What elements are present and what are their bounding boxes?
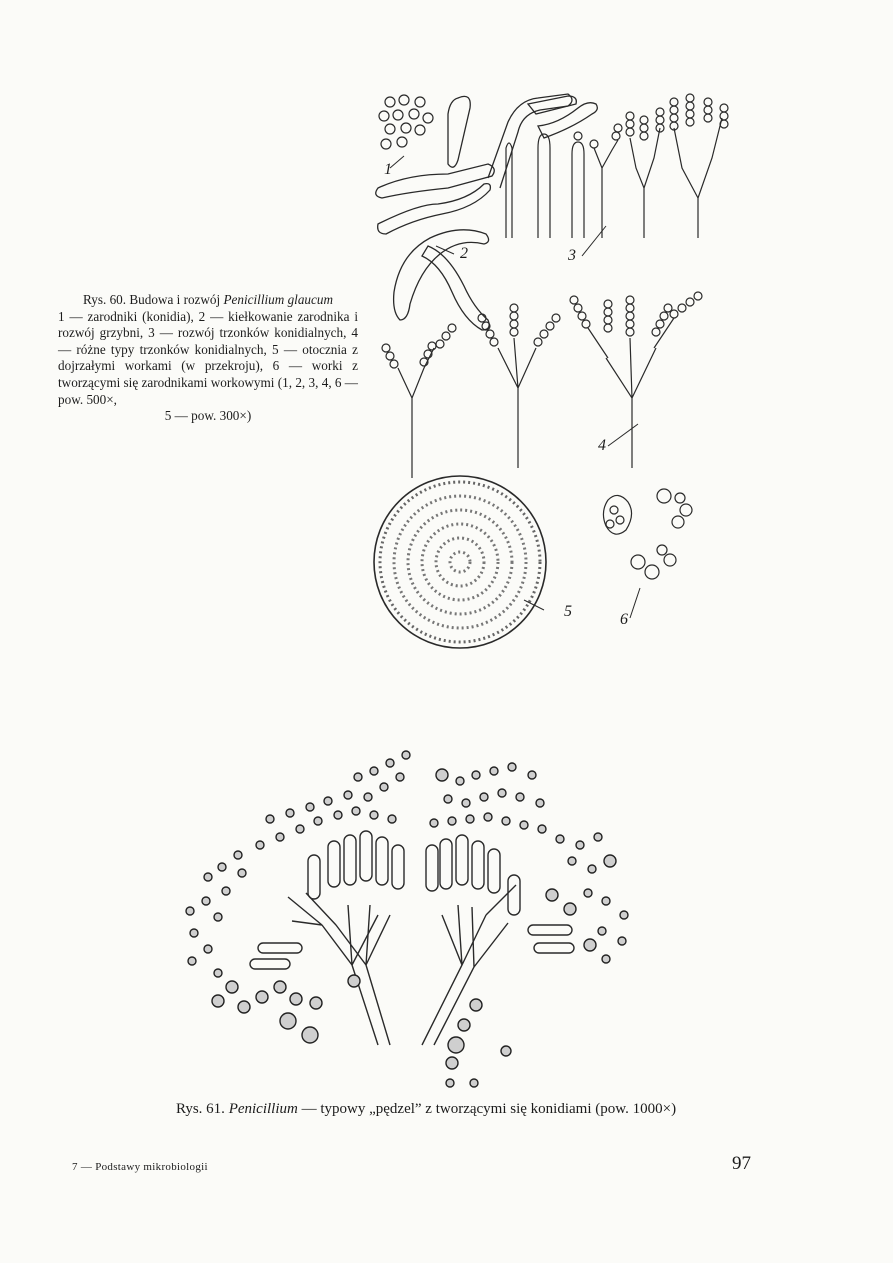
figure-60-label-5: 5 xyxy=(564,603,572,620)
figure-60-caption-text: 1 — zarodniki (konidia), 2 — kiełkowanie zarodnika i rozwój grzybni, 3 — rozwój trzonków konidialnych, 4 — różne typy trzonków konidialnych, 5 — otocznia z dojrzałymi workami (w przekroju), 6 — worki z tworzącymi się zarodnikami workowymi (1, 2, 3, 4, 6 — pow. 500×, xyxy=(58,308,358,407)
figure-60-species-name: Penicillium glaucum xyxy=(223,292,333,307)
figure-61-caption-text: — typowy „pędzel” z tworzącymi się konidiami (pow. 1000×) xyxy=(301,1101,677,1117)
germinating-hyphae xyxy=(376,94,598,330)
figure-61-illustration xyxy=(178,745,658,1095)
figure-60-label-6: 6 xyxy=(620,611,628,628)
left-penicillus xyxy=(250,831,404,1045)
conidiophore-types xyxy=(398,318,674,478)
asci-with-ascospores xyxy=(603,489,692,579)
perithecium-section xyxy=(374,476,546,648)
footer-book-title: 7 — Podstawy mikrobiologii xyxy=(72,1161,208,1173)
right-penicillus xyxy=(422,835,574,1045)
figure-60-label-3: 3 xyxy=(568,247,576,264)
conidiophore-stages xyxy=(506,118,722,238)
figure-60-caption xyxy=(58,292,358,425)
figure-60-caption-title: Rys. 60. Budowa i rozwój xyxy=(82,292,221,307)
figure-60-caption-last: 5 — pow. 300×) xyxy=(164,408,252,424)
figure-61-caption xyxy=(96,1100,756,1118)
figure-60-illustration xyxy=(368,88,740,660)
conidia-cluster xyxy=(379,95,433,149)
conidia-spray xyxy=(186,751,628,1087)
figure-60-label-2: 2 xyxy=(460,245,468,262)
figure-61-genus-name: Penicillium xyxy=(228,1101,298,1117)
figure-60-label-1: 1 xyxy=(384,161,392,178)
conidia-chains-top xyxy=(626,94,728,140)
page-number: 97 xyxy=(732,1153,751,1174)
figure-61-caption-prefix: Rys. 61. xyxy=(175,1101,225,1117)
figure-60-label-4: 4 xyxy=(598,437,606,454)
